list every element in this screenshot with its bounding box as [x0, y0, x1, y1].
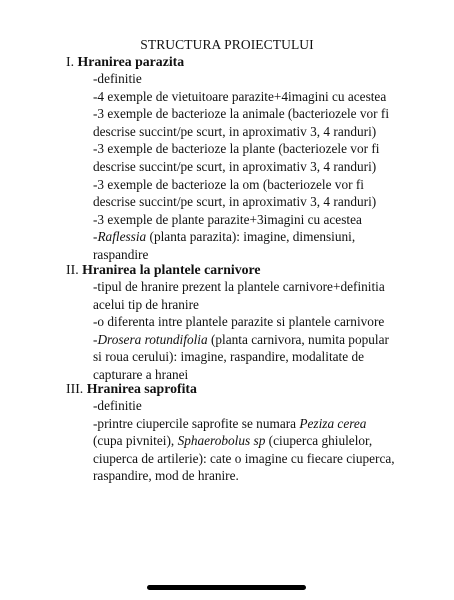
body-line: [93, 313, 433, 331]
body-line: [93, 432, 433, 450]
document-title: STRUCTURA PROIECTULUI: [140, 37, 314, 52]
text-run: -printre ciupercile saprofite se numara: [93, 415, 300, 431]
text-run: si roua cerului): imagine, raspandire, modalitate de: [93, 349, 365, 365]
section-numeral: III.: [66, 381, 84, 396]
body-line: [93, 397, 433, 415]
body-line: [93, 450, 433, 468]
body-line: [93, 70, 433, 88]
body-line: [93, 88, 433, 106]
body-line: [93, 193, 433, 211]
body-line: [93, 415, 433, 433]
text-run: -definitie: [93, 71, 142, 86]
body-line: [93, 331, 433, 349]
section-heading-2: [66, 261, 261, 278]
text-run: raspandire, mod de hranire.: [93, 468, 239, 484]
body-line: [93, 211, 433, 229]
text-run: -tipul de hranire prezent la plantele carnivore+definitia: [93, 279, 385, 294]
section-numeral: II.: [66, 262, 79, 277]
text-run: -3 exemple de bacterioze la animale (bacteriozele vor fi: [93, 106, 390, 122]
body-line: [93, 176, 433, 194]
section-title: Hranirea la plantele carnivore: [82, 262, 261, 277]
section-title: Hranirea parazita: [77, 54, 185, 69]
section-heading-1: [66, 53, 184, 70]
section-body-2: [93, 278, 433, 384]
text-run: (ciuperca ghiulelor,: [265, 433, 373, 449]
body-line: [93, 348, 433, 366]
text-run: -: [93, 229, 98, 245]
body-line: [93, 158, 433, 176]
section-heading-3: [66, 380, 197, 397]
body-line: [93, 296, 433, 314]
text-run: -3 exemple de bacterioze la plante (bacteriozele vor fi: [93, 141, 380, 157]
text-run: descrise succint/pe scurt, in aproximativ 3, 4 randuri): [93, 194, 377, 210]
italic-term: Raflessia: [97, 229, 147, 245]
italic-term: Drosera rotundifolia: [97, 331, 208, 347]
body-line: [93, 278, 433, 296]
text-run: acelui tip de hranire: [93, 296, 199, 312]
text-run: (planta parazita): imagine, dimensiuni,: [146, 229, 356, 245]
section-body-3: [93, 397, 433, 485]
text-run: capturare a hranei: [93, 366, 189, 382]
body-line: [93, 228, 433, 246]
text-run: (planta carnivora, numita popular: [207, 331, 389, 347]
text-run: -3 exemple de bacterioze la om (bacteriozele vor fi: [93, 176, 364, 192]
text-run: -definitie: [93, 398, 142, 413]
body-line: [93, 105, 433, 123]
text-run: (cupa pivnitei),: [93, 433, 178, 449]
section-body-1: [93, 70, 433, 264]
text-run: descrise succint/pe scurt, in aproximativ 3, 4 randuri): [93, 123, 377, 139]
body-line: [93, 140, 433, 158]
body-line: [93, 123, 433, 141]
section-numeral: I.: [66, 54, 75, 69]
text-run: -o diferenta intre plantele parazite si plantele carnivore: [93, 314, 385, 330]
section-title: Hranirea saprofita: [86, 381, 197, 396]
text-run: -3 exemple de plante parazite+3imagini cu acestea: [93, 211, 362, 227]
home-indicator[interactable]: [147, 585, 306, 590]
text-run: -4 exemple de vietuitoare parazite+4imagini cu acestea: [93, 88, 387, 104]
text-run: descrise succint/pe scurt, in aproximativ 3, 4 randuri): [93, 158, 377, 174]
text-run: -: [93, 331, 98, 347]
italic-term: Sphaerobolus sp: [177, 433, 266, 449]
italic-term: Peziza cerea: [299, 415, 367, 431]
text-run: raspandire: [93, 246, 149, 262]
text-run: ciuperca de artilerie): cate o imagine cu fiecare ciuperca,: [93, 450, 395, 466]
body-line: [93, 467, 433, 485]
